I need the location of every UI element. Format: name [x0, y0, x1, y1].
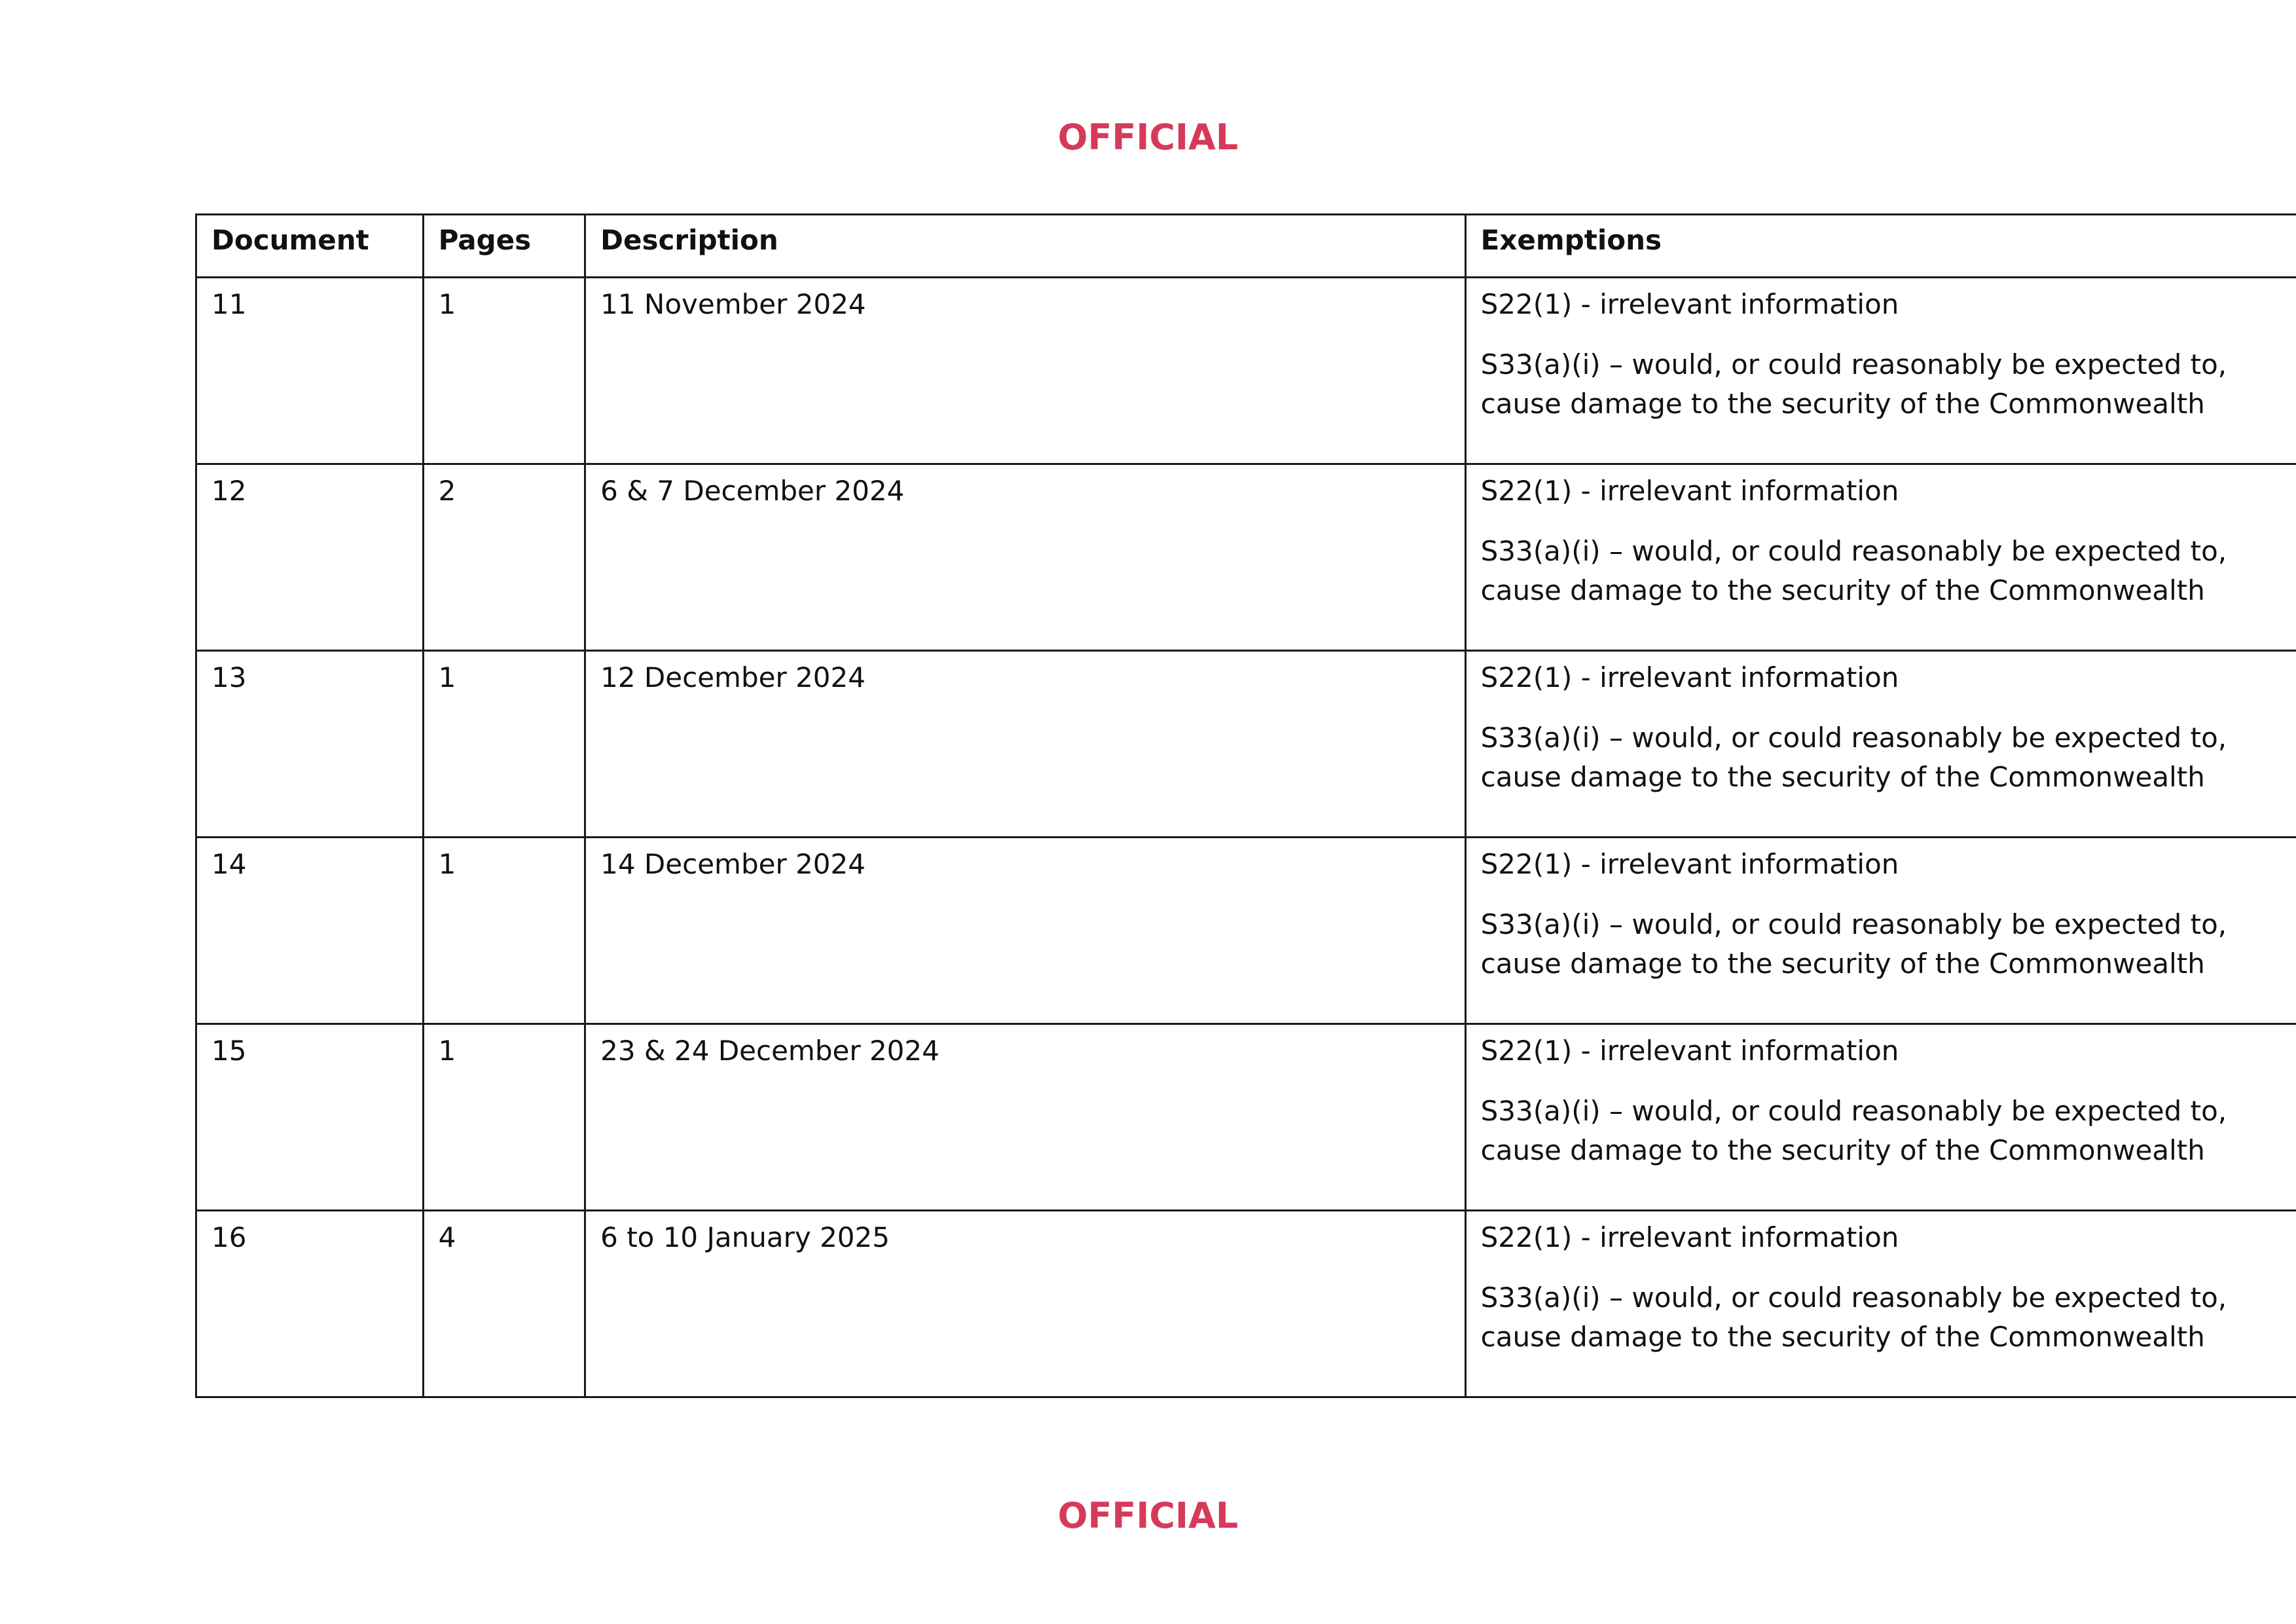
table-row	[196, 278, 2296, 464]
exemption-s33-line-1: S33(a)(i) – would, or could reasonably be expected to,	[1480, 1095, 2227, 1127]
cell-description: 11 November 2024	[585, 278, 1466, 464]
cell-exemptions	[1465, 1024, 2296, 1211]
cell-document: 16	[196, 1211, 424, 1397]
exemption-s22: S22(1) - irrelevant information	[1480, 1035, 1899, 1067]
column-header-document: Document	[196, 215, 424, 278]
cell-description: 6 to 10 January 2025	[585, 1211, 1466, 1397]
exemption-s33-line-2: cause damage to the security of the Commonwealth	[1480, 388, 2205, 420]
cell-pages: 1	[423, 651, 585, 838]
column-header-exemptions: Exemptions	[1465, 215, 2296, 278]
cell-exemptions	[1465, 278, 2296, 464]
cell-exemptions	[1465, 464, 2296, 651]
cell-description: 23 & 24 December 2024	[585, 1024, 1466, 1211]
exemption-s33-line-2: cause damage to the security of the Commonwealth	[1480, 574, 2205, 606]
exemption-s33-line-2: cause damage to the security of the Commonwealth	[1480, 1134, 2205, 1166]
exemption-s22: S22(1) - irrelevant information	[1480, 288, 1899, 320]
exemption-s33-line-1: S33(a)(i) – would, or could reasonably be expected to,	[1480, 535, 2227, 567]
exemption-s33-line-1: S33(a)(i) – would, or could reasonably be expected to,	[1480, 722, 2227, 754]
cell-pages: 2	[423, 464, 585, 651]
cell-description: 14 December 2024	[585, 838, 1466, 1024]
exemption-s33-line-1: S33(a)(i) – would, or could reasonably be expected to,	[1480, 908, 2227, 940]
exemption-s22: S22(1) - irrelevant information	[1480, 1221, 1899, 1253]
cell-document: 12	[196, 464, 424, 651]
header-classification-label: OFFICIAL	[1057, 117, 1239, 158]
cell-document: 13	[196, 651, 424, 838]
table-row	[196, 1024, 2296, 1211]
cell-exemptions	[1465, 838, 2296, 1024]
exemption-s33-line-2: cause damage to the security of the Commonwealth	[1480, 761, 2205, 793]
table-row	[196, 838, 2296, 1024]
exemption-s22: S22(1) - irrelevant information	[1480, 848, 1899, 880]
cell-exemptions	[1465, 1211, 2296, 1397]
cell-pages: 1	[423, 838, 585, 1024]
cell-document: 15	[196, 1024, 424, 1211]
table-row	[196, 1211, 2296, 1397]
cell-description: 12 December 2024	[585, 651, 1466, 838]
cell-document: 14	[196, 838, 424, 1024]
exemption-s33-line-2: cause damage to the security of the Commonwealth	[1480, 1321, 2205, 1353]
exemption-s33-line-1: S33(a)(i) – would, or could reasonably be expected to,	[1480, 348, 2227, 380]
table-row	[196, 651, 2296, 838]
column-header-pages: Pages	[423, 215, 585, 278]
footer-classification-label: OFFICIAL	[1057, 1495, 1239, 1536]
cell-pages: 1	[423, 1024, 585, 1211]
exemption-s33-line-2: cause damage to the security of the Commonwealth	[1480, 948, 2205, 980]
cell-pages: 4	[423, 1211, 585, 1397]
cell-exemptions	[1465, 651, 2296, 838]
exemption-s33-line-1: S33(a)(i) – would, or could reasonably be expected to,	[1480, 1282, 2227, 1314]
table-row	[196, 464, 2296, 651]
document-schedule-table	[195, 213, 2296, 1398]
cell-document: 11	[196, 278, 424, 464]
cell-description: 6 & 7 December 2024	[585, 464, 1466, 651]
cell-pages: 1	[423, 278, 585, 464]
exemption-s22: S22(1) - irrelevant information	[1480, 661, 1899, 693]
table-header-row	[196, 215, 2296, 278]
column-header-description: Description	[585, 215, 1466, 278]
exemption-s22: S22(1) - irrelevant information	[1480, 475, 1899, 507]
